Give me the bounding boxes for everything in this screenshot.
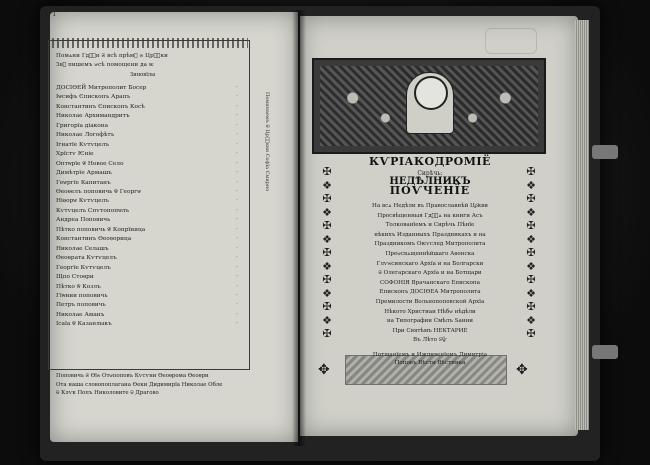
page-number: 1 — [52, 10, 57, 18]
name-text: Кѵтѵцелъ Спѵтопопѡлъ — [56, 207, 130, 214]
list-item — [56, 179, 240, 188]
list-item — [56, 150, 240, 159]
body-line: СОФОНІЯ Врачанскаго Епископа — [380, 279, 480, 286]
dot-icon: · — [236, 85, 238, 91]
dot-icon: · — [236, 170, 238, 177]
dot-icon: · — [236, 321, 238, 328]
dot-icon: · — [236, 311, 238, 318]
name-text: Пѣтко поповичь ѿ Копрїница — [56, 226, 146, 233]
name-text: Ѳеоѳелъ поповичь ѿ Георгѡ — [56, 188, 141, 195]
imprint-line: Поповъ Вѣсти Вѣстника — [394, 359, 466, 366]
name-text: Георгїе Кѵтѵцелъ — [56, 264, 111, 271]
name-text: Хрїстѵ Ѥніе — [56, 151, 94, 158]
list-item — [56, 245, 240, 254]
list-item — [56, 160, 240, 169]
list-item — [56, 311, 240, 320]
headpiece-ornament — [312, 58, 546, 154]
body-line: Въ Лѣто Ѕ҃ѱ — [413, 337, 447, 344]
dot-icon: · — [236, 283, 238, 290]
side-margin-text: Поминаемъ ѿ Црⷭ҇кви Софїа Смирно — [264, 92, 270, 192]
title-line-2: НЕДѢЛНИКЪ — [389, 176, 471, 187]
dot-icon: · — [236, 255, 238, 262]
list-item — [56, 283, 240, 292]
dot-icon: · — [236, 132, 238, 139]
body-line: Преѡсвѧщеннѣйшаго Аѳонска — [385, 250, 475, 257]
dot-icon: · — [236, 151, 238, 158]
list-item — [56, 122, 240, 131]
title-line-3: ПОѴЧЕНЇЕ — [389, 184, 471, 197]
dot-icon: · — [236, 302, 238, 309]
list-item — [56, 112, 240, 121]
intro-line: Звⷯ пишемъ ѡсѣ помощени да ѥ — [56, 62, 154, 68]
name-text: Димѣтрїе Армашъ — [56, 170, 112, 177]
list-item — [56, 264, 240, 273]
footer-line: ѿ Клѵк Попъ Николовите ѿ Драгово — [56, 390, 159, 396]
page-edges — [575, 20, 589, 430]
name-text: Пѣтко ѿ Козлъ — [56, 283, 101, 290]
cross-border-right-icon: ✠ ❖ ✠ ❖ ✠ ❖ ✠ ❖ ✠ ❖ ✠ ❖ ✠ — [526, 165, 536, 340]
name-text: Николае Аманъ — [56, 311, 105, 318]
list-item — [56, 169, 240, 178]
dot-icon: · — [236, 198, 238, 205]
name-text: Геѡргїе Капитанъ — [56, 179, 111, 186]
list-item — [56, 141, 240, 150]
list-item — [56, 93, 240, 102]
body-line: Просвѣщенныя Гдⷭ҇ѧ на книги Асъ — [377, 212, 483, 219]
intro-line: Помѧни Гдⷭ҇и ѿ всѣ прѣмⷣ ѡ Црⷭ҇ки — [56, 53, 168, 59]
halo-icon — [414, 76, 448, 110]
body-line: ѿ Олегарскаго Архїа и на Ботщари — [378, 270, 482, 277]
body-line: на Типографии Смѣлъ Ѕанни — [386, 318, 474, 325]
dot-icon: · — [236, 94, 238, 101]
dot-icon: · — [236, 264, 238, 271]
cross-ornament-icon: ✥ — [516, 362, 528, 378]
dot-icon: · — [236, 103, 238, 110]
commemoration-intro — [56, 52, 244, 70]
list-item — [56, 84, 240, 93]
list-item — [56, 226, 240, 235]
dot-icon: · — [236, 188, 238, 195]
clasp-icon-bottom — [592, 345, 618, 359]
dot-icon: · — [236, 217, 238, 224]
imprint-line: Потщанїемъ и Иждивенїемъ Димитріа — [372, 352, 488, 358]
list-item — [56, 131, 240, 140]
body-line: Глѵѡсинскаго Архїа и на Болгарски — [376, 260, 484, 267]
clasp-icon-top — [592, 145, 618, 159]
dot-icon: · — [236, 179, 238, 186]
list-item — [56, 197, 240, 206]
name-text: Григорїа діакона — [56, 122, 109, 129]
name-text: Іѡсифъ Єпископъ Арапъ — [56, 94, 131, 101]
dot-icon: · — [236, 226, 238, 233]
name-text: Ніѳорѡ Кѵтѵцелъ — [56, 198, 109, 205]
list-item — [56, 292, 240, 301]
dot-icon: · — [236, 141, 238, 148]
dot-icon: · — [236, 122, 238, 129]
cross-ornament-icon: ✥ — [318, 362, 330, 378]
list-item — [56, 216, 240, 225]
list-item — [56, 254, 240, 263]
dot-icon: · — [236, 274, 238, 281]
name-text: Николае Селашъ — [56, 245, 109, 252]
list-item — [56, 301, 240, 310]
body-line: При Святѣмъ НЕКТАРИЕ — [392, 327, 468, 334]
name-text: Оптѡрїе ѿ Новое Село — [56, 160, 124, 167]
library-stamp-icon — [485, 28, 537, 54]
list-item — [56, 188, 240, 197]
name-text: Николае Архимандритъ — [56, 113, 130, 120]
name-text: Андреа Поповичь — [56, 217, 111, 224]
body-line: Премилости Вольнопоповской Архїа — [375, 298, 485, 305]
subtitle: Сирѣчь: — [417, 170, 443, 177]
dot-icon: · — [236, 245, 238, 252]
footer-line: Ота наша словопоплагана Ѳеки Дидимирїа Николае Обле — [56, 381, 223, 388]
dot-icon: · — [236, 113, 238, 120]
list-item — [56, 235, 240, 244]
body-line: На всѧ Недѣли въ Православнѣй Цр҃кви — [371, 203, 489, 209]
body-line: нѣкихъ Изданныхъ Праздникахъ и на — [374, 231, 486, 238]
list-item — [56, 207, 240, 216]
list-item — [56, 103, 240, 112]
name-text: ДОСІѲЕЙ Митрополит Босер — [56, 85, 147, 91]
imprint — [350, 352, 510, 368]
book-title: КѴРІАКОДРОМІЁ — [369, 155, 491, 168]
name-text: Константинъ Єпископъ Косѣ — [56, 103, 145, 110]
name-text: Николае Логофѣтъ — [56, 132, 115, 139]
name-text: Щпо Стоѳри — [56, 274, 94, 281]
body-line: Толкованїемъ и Сирѣчь Пѣнїе — [385, 222, 475, 229]
names-list — [56, 84, 240, 330]
cross-border-left-icon: ✠ ❖ ✠ ❖ ✠ ❖ ✠ ❖ ✠ ❖ ✠ ❖ ✠ — [322, 165, 332, 340]
dot-icon: · — [236, 160, 238, 167]
name-text: Ігнатїе Кѵтѵцелъ — [56, 141, 110, 148]
name-text: Ісаїа ѿ Казанлыкъ — [56, 321, 112, 328]
body-line: Епископъ ДОСІѲЕА Митрополита — [379, 289, 481, 296]
dot-icon: · — [236, 236, 238, 243]
section-title: Зиновїлы — [130, 72, 156, 78]
body-line: Нѣкото Христиан Нѣбѡ нѣдѣли — [384, 308, 476, 315]
footer-line: Поповичь ѿ Ѳїѡ Отѡпоповъ Кѵсѵни Ѳеоѳрома Ѳеоѳри — [56, 373, 209, 379]
dot-icon: · — [236, 292, 238, 299]
name-text: Константинъ Ѳеоѳорица — [56, 236, 132, 243]
name-text: Петръ поповичь — [56, 302, 106, 309]
name-text: Ѳеоѳрата Кѵтѵцелъ — [56, 255, 117, 262]
dot-icon: · — [236, 207, 238, 214]
name-text: Гїѡнии поповичь — [56, 292, 108, 299]
list-item — [56, 320, 240, 329]
title-page-body — [350, 202, 510, 346]
body-line: Праздникомъ Оѥѵслед Митрополита — [374, 241, 486, 248]
list-item — [56, 273, 240, 282]
left-footer — [56, 372, 296, 398]
